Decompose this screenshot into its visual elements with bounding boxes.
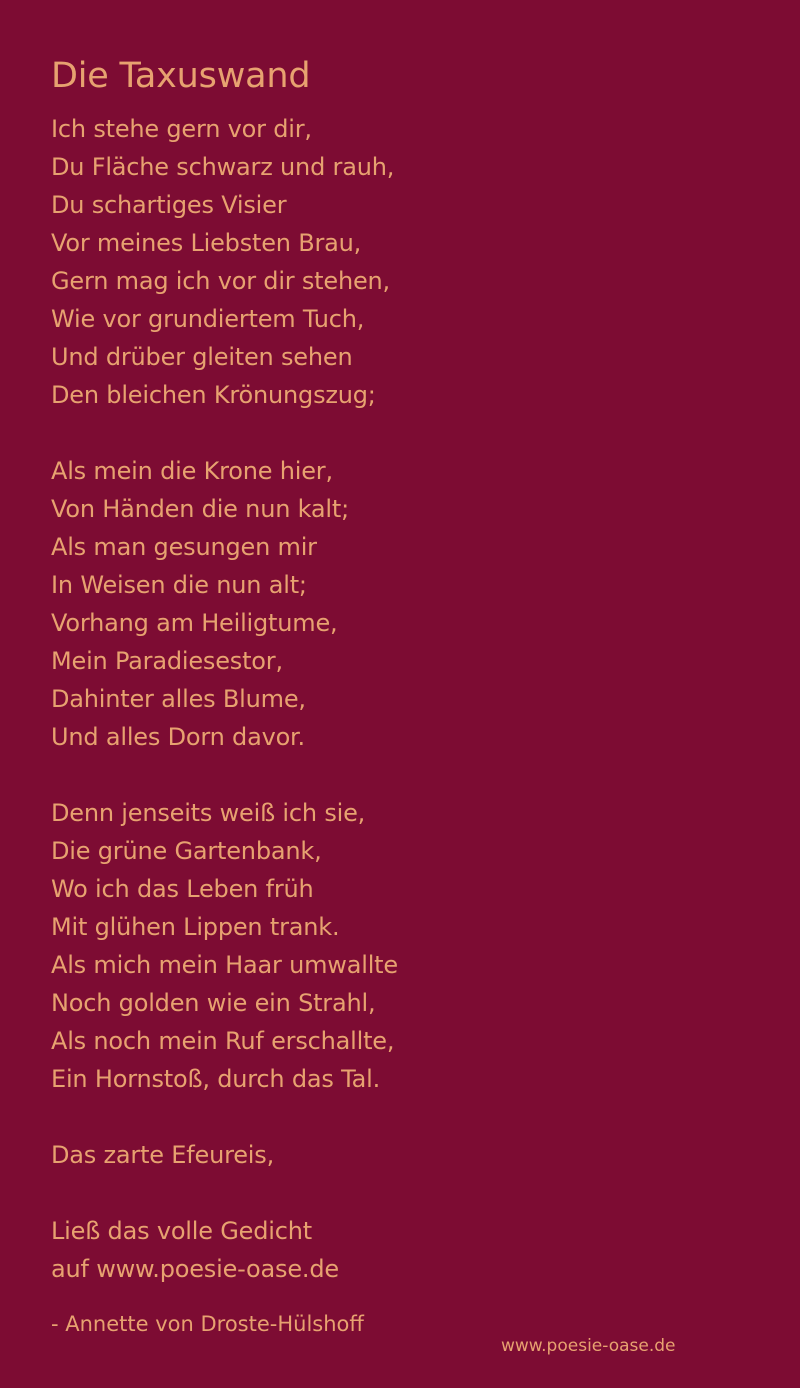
poem-line: Als noch mein Ruf erschallte, <box>51 1027 395 1055</box>
poem-line: Denn jenseits weiß ich sie, <box>51 799 366 827</box>
poem-line: Den bleichen Krönungszug; <box>51 381 376 409</box>
stanza-3 <box>51 794 751 1098</box>
poem-body <box>51 110 751 1326</box>
stanza-1 <box>51 110 751 414</box>
poem-line: Vorhang am Heiligtume, <box>51 609 338 637</box>
poem-author: - Annette von Droste-Hülshoff <box>51 1312 364 1336</box>
poem-line: In Weisen die nun alt; <box>51 571 307 599</box>
poem-title: Die Taxuswand <box>51 56 311 96</box>
poem-line: Du schartiges Visier <box>51 191 287 219</box>
poem-line: Als mein die Krone hier, <box>51 457 333 485</box>
poem-line: Die grüne Gartenbank, <box>51 837 322 865</box>
poem-line: Als man gesungen mir <box>51 533 317 561</box>
stanza-2 <box>51 452 751 756</box>
poem-line: Wo ich das Leben früh <box>51 875 314 903</box>
poem-line: Das zarte Efeureis, <box>51 1141 274 1169</box>
poem-line: Ließ das volle Gedicht <box>51 1217 312 1245</box>
poem-line: Als mich mein Haar umwallte <box>51 951 398 979</box>
poem-line: Gern mag ich vor dir stehen, <box>51 267 390 295</box>
poem-line: Und drüber gleiten sehen <box>51 343 353 371</box>
footer-url: www.poesie-oase.de <box>501 1336 676 1356</box>
poem-line: Wie vor grundiertem Tuch, <box>51 305 365 333</box>
poem-line: Mit glühen Lippen trank. <box>51 913 340 941</box>
poem-line: auf www.poesie-oase.de <box>51 1255 339 1283</box>
poem-line: Ich stehe gern vor dir, <box>51 115 312 143</box>
poem-line: Du Fläche schwarz und rauh, <box>51 153 395 181</box>
poem-line: Von Händen die nun kalt; <box>51 495 349 523</box>
stanza-4 <box>51 1136 751 1174</box>
poem-line: Dahinter alles Blume, <box>51 685 306 713</box>
stanza-5 <box>51 1212 751 1288</box>
poem-line: Mein Paradiesestor, <box>51 647 283 675</box>
poem-line: Ein Hornstoß, durch das Tal. <box>51 1065 381 1093</box>
poem-line: Noch golden wie ein Strahl, <box>51 989 376 1017</box>
poem-line: Und alles Dorn davor. <box>51 723 305 751</box>
poem-line: Vor meines Liebsten Brau, <box>51 229 362 257</box>
